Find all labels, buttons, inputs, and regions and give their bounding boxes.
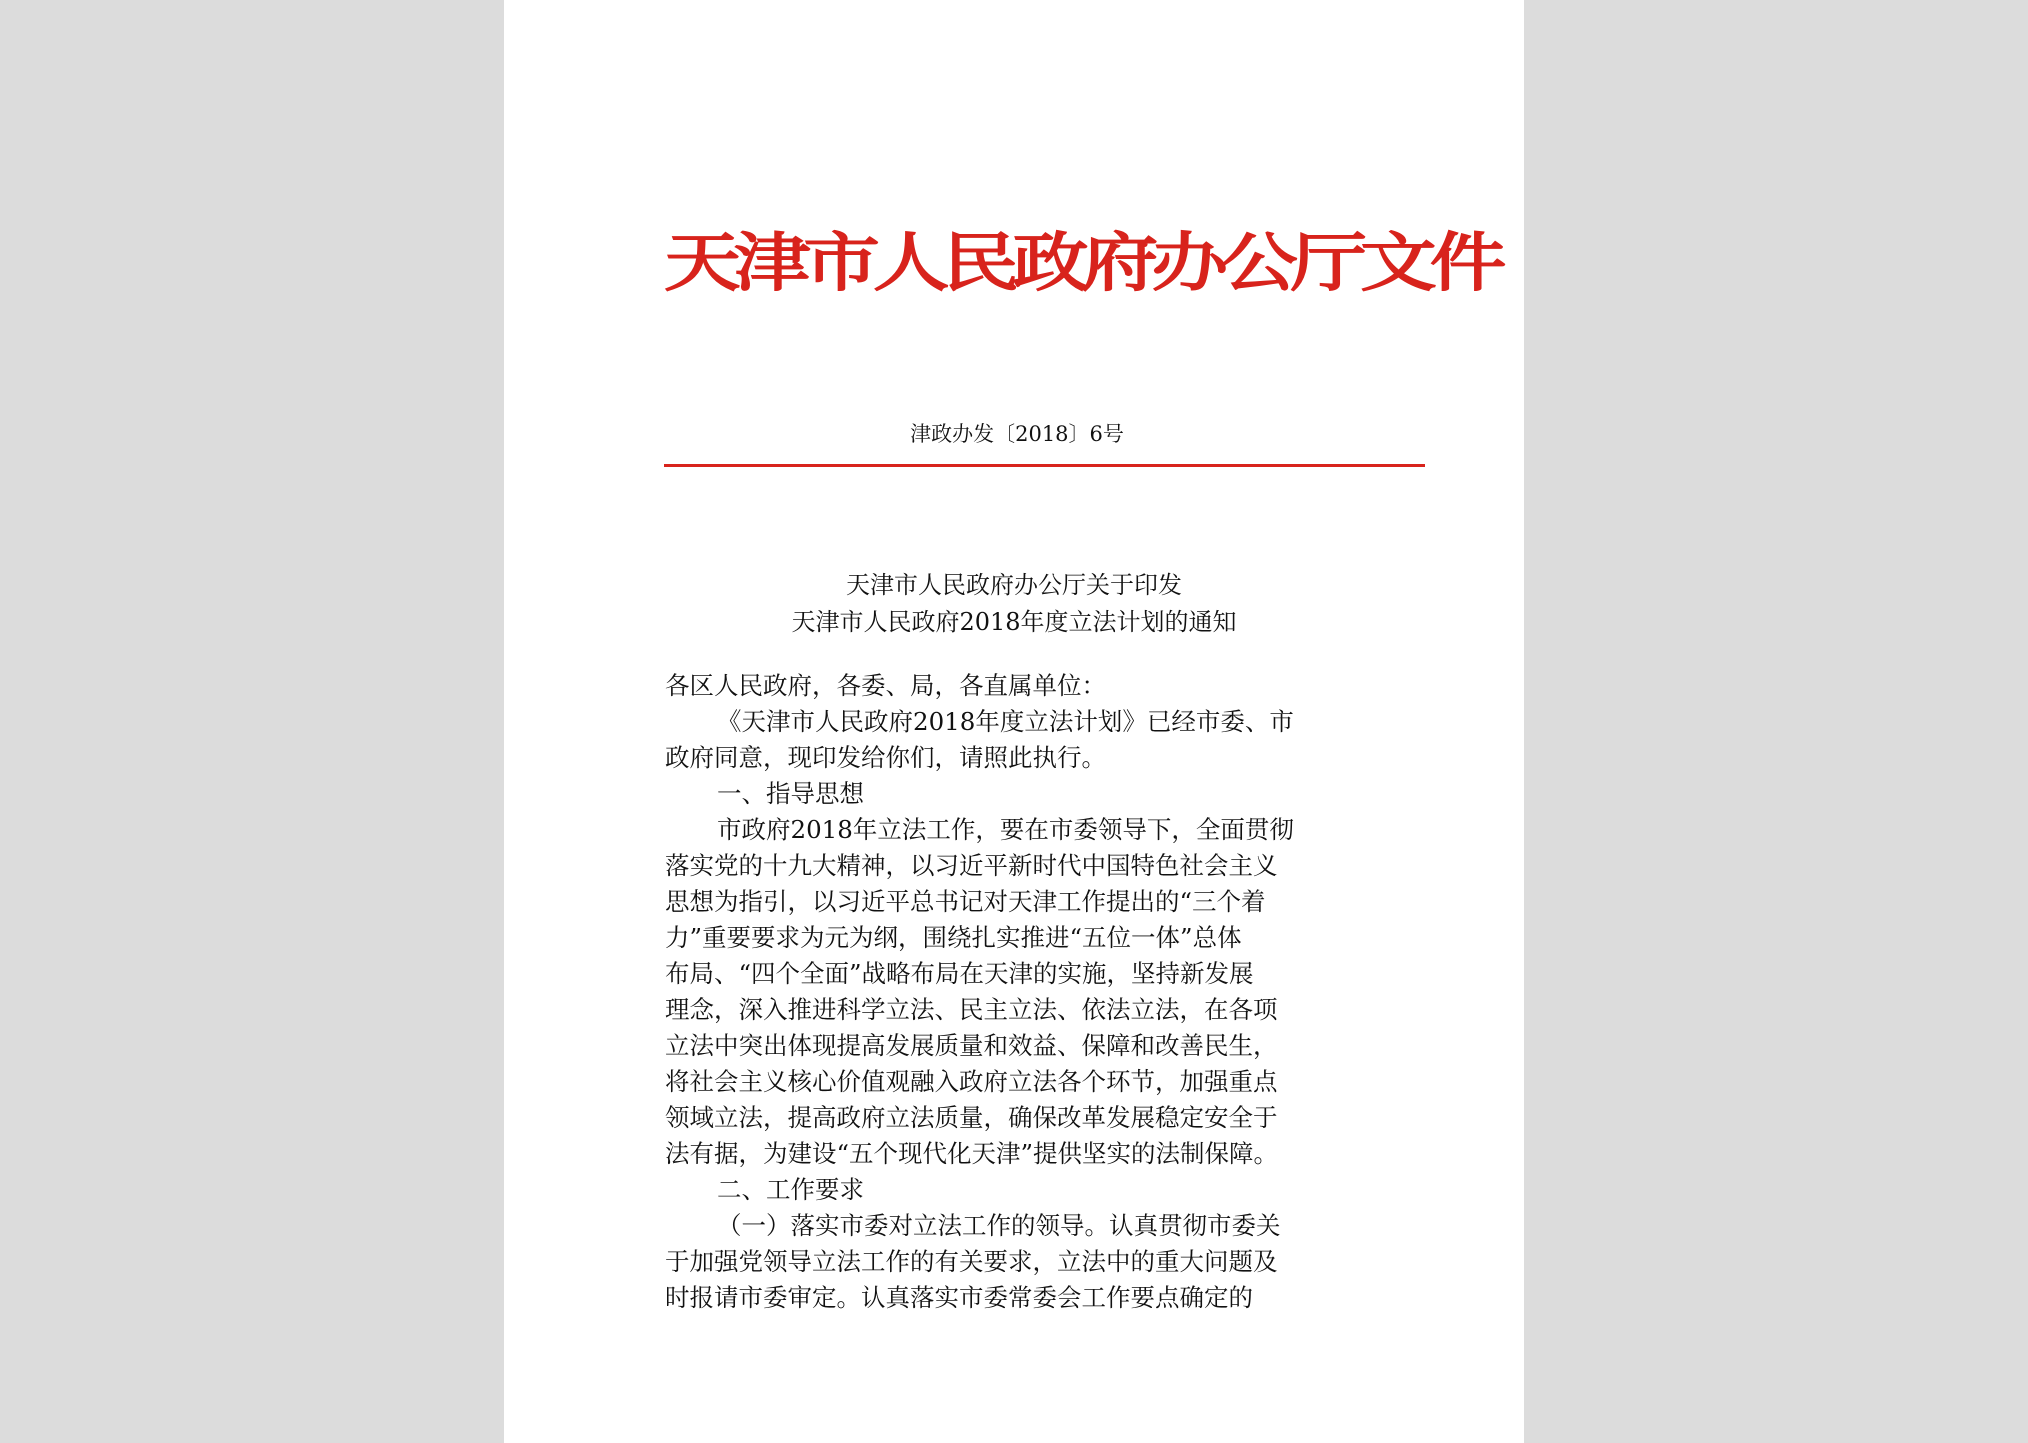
body-line: 时报请市委审定。认真落实市委常委会工作要点确定的: [665, 1283, 1253, 1312]
masthead-title: 天津市人民政府办公厅文件: [664, 226, 1500, 301]
section-heading: 一、指导思想: [717, 779, 864, 808]
body-line: （一）落实市委对立法工作的领导。认真贯彻市委关: [717, 1211, 1281, 1240]
body-line: 力”重要要求为元为纲，围绕扎实推进“五位一体”总体: [665, 923, 1242, 952]
body-line: 理念，深入推进科学立法、民主立法、依法立法，在各项: [665, 995, 1278, 1024]
notice-title: [504, 567, 1524, 641]
body-line: 立法中突出体现提高发展质量和效益、保障和改善民生，: [665, 1031, 1278, 1060]
body-line: 布局、“四个全面”战略布局在天津的实施，坚持新发展: [665, 959, 1254, 988]
body-line: 《天津市人民政府2018年度立法计划》已经市委、市: [717, 707, 1294, 736]
notice-body: [665, 668, 1425, 1316]
body-line: 法有据，为建设“五个现代化天津”提供坚实的法制保障。: [665, 1139, 1279, 1168]
document-page: [504, 0, 1524, 1443]
body-line: 领域立法，提高政府立法质量，确保改革发展稳定安全于: [665, 1103, 1278, 1132]
body-line: 于加强党领导立法工作的有关要求，立法中的重大问题及: [665, 1247, 1278, 1276]
notice-title-line: 天津市人民政府2018年度立法计划的通知: [791, 608, 1237, 636]
notice-title-line: 天津市人民政府办公厅关于印发: [846, 571, 1182, 599]
salutation: 各区人民政府，各委、局，各直属单位：: [665, 671, 1106, 700]
body-line: 将社会主义核心价值观融入政府立法各个环节，加强重点: [665, 1067, 1278, 1096]
section-heading: 二、工作要求: [717, 1175, 864, 1204]
red-divider-line: [664, 464, 1425, 467]
body-line: 思想为指引，以习近平总书记对天津工作提出的“三个着: [665, 887, 1266, 916]
document-number: 津政办发〔2018〕6号: [910, 422, 1124, 446]
body-line: 落实党的十九大精神，以习近平新时代中国特色社会主义: [665, 851, 1278, 880]
body-line: 市政府2018年立法工作，要在市委领导下，全面贯彻: [717, 815, 1294, 844]
body-line: 政府同意，现印发给你们，请照此执行。: [665, 743, 1106, 772]
